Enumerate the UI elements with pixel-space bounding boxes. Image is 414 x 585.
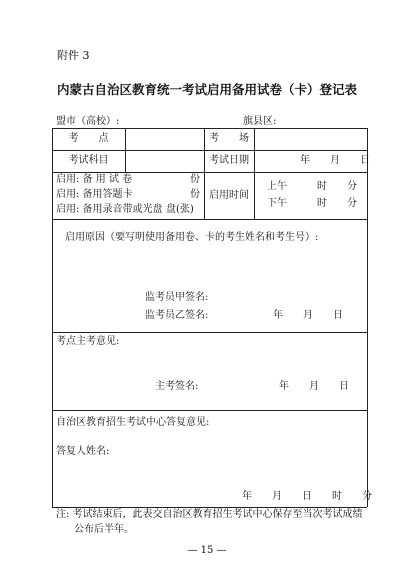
- table-line: [52, 410, 367, 411]
- proctor-a-signature[interactable]: [212, 290, 272, 304]
- exam-date-label: 考试日期: [209, 155, 249, 166]
- reason-label: 启用原因（要写明使用备用卷、卡的考生姓名和考生号）:: [65, 232, 319, 243]
- start-time-label: 启用时间: [209, 190, 249, 201]
- replier-name-field[interactable]: [115, 444, 235, 458]
- spare-card-item: 启用: 备用答题卡: [56, 189, 133, 200]
- reply-datetime[interactable]: 年 月 日 时 分: [242, 491, 372, 502]
- spare-paper-item: 启用: 备 用 试 卷: [56, 174, 133, 185]
- table-line: [52, 128, 53, 507]
- exam-site-field[interactable]: [126, 129, 203, 150]
- table-line: [52, 172, 367, 173]
- chief-signature-label: 主考签名:: [155, 381, 199, 392]
- page-number: — 15 —: [187, 545, 227, 556]
- site-chief-opinion-field[interactable]: [54, 350, 365, 378]
- exam-room-label: 考 场: [209, 133, 249, 144]
- center-reply-label: 自治区教育招生考试中心答复意见:: [56, 417, 210, 428]
- exam-site-label: 考 点: [68, 133, 109, 144]
- proctor-b-signature[interactable]: [212, 308, 267, 322]
- chief-signature-field[interactable]: [210, 379, 270, 393]
- subject-label: 考试科目: [68, 155, 109, 166]
- am-time-field[interactable]: 上午 时 分: [267, 181, 357, 192]
- site-chief-label: 考点主考意见:: [56, 336, 120, 347]
- exam-room-field[interactable]: [255, 129, 366, 150]
- exam-date-field[interactable]: 年 月 日: [300, 155, 370, 166]
- table-line: [254, 172, 255, 219]
- footnote-line-1: 注: 考试结束后，此表交自治区教育招生考试中心保存至当次考试成绩: [56, 509, 363, 520]
- subject-field[interactable]: [126, 151, 203, 172]
- proctor-a-label: 监考员甲签名:: [145, 292, 209, 303]
- form-title: 内蒙古自治区教育统一考试启用备用试卷（卡）登记表: [56, 82, 357, 97]
- attachment-label: 附件 3: [57, 49, 90, 62]
- proctor-b-label: 监考员乙签名:: [145, 310, 209, 321]
- league-label: 盟市（高校）:: [56, 116, 120, 127]
- spare-tape-item: 启用: 备用录音带或光盘: [56, 204, 163, 215]
- footnote-line-2: 公布后半年。: [74, 524, 134, 535]
- reason-field[interactable]: [54, 248, 365, 288]
- table-line: [52, 507, 367, 508]
- center-reply-field[interactable]: [54, 431, 365, 445]
- table-line: [52, 219, 367, 220]
- pm-time-field[interactable]: 下午 时 分: [267, 198, 357, 209]
- replier-name-label: 答复人姓名:: [56, 446, 110, 457]
- spare-tape-unit: 盘(张): [166, 204, 194, 215]
- spare-paper-unit: 份: [190, 174, 200, 185]
- table-line: [52, 332, 367, 333]
- banner-label: 旗县区:: [243, 116, 277, 127]
- proctor-date[interactable]: 年 月 日: [273, 310, 343, 321]
- chief-date[interactable]: 年 月 日: [279, 381, 349, 392]
- spare-card-unit: 份: [190, 189, 200, 200]
- table-line: [52, 150, 367, 151]
- table-line: [367, 128, 368, 507]
